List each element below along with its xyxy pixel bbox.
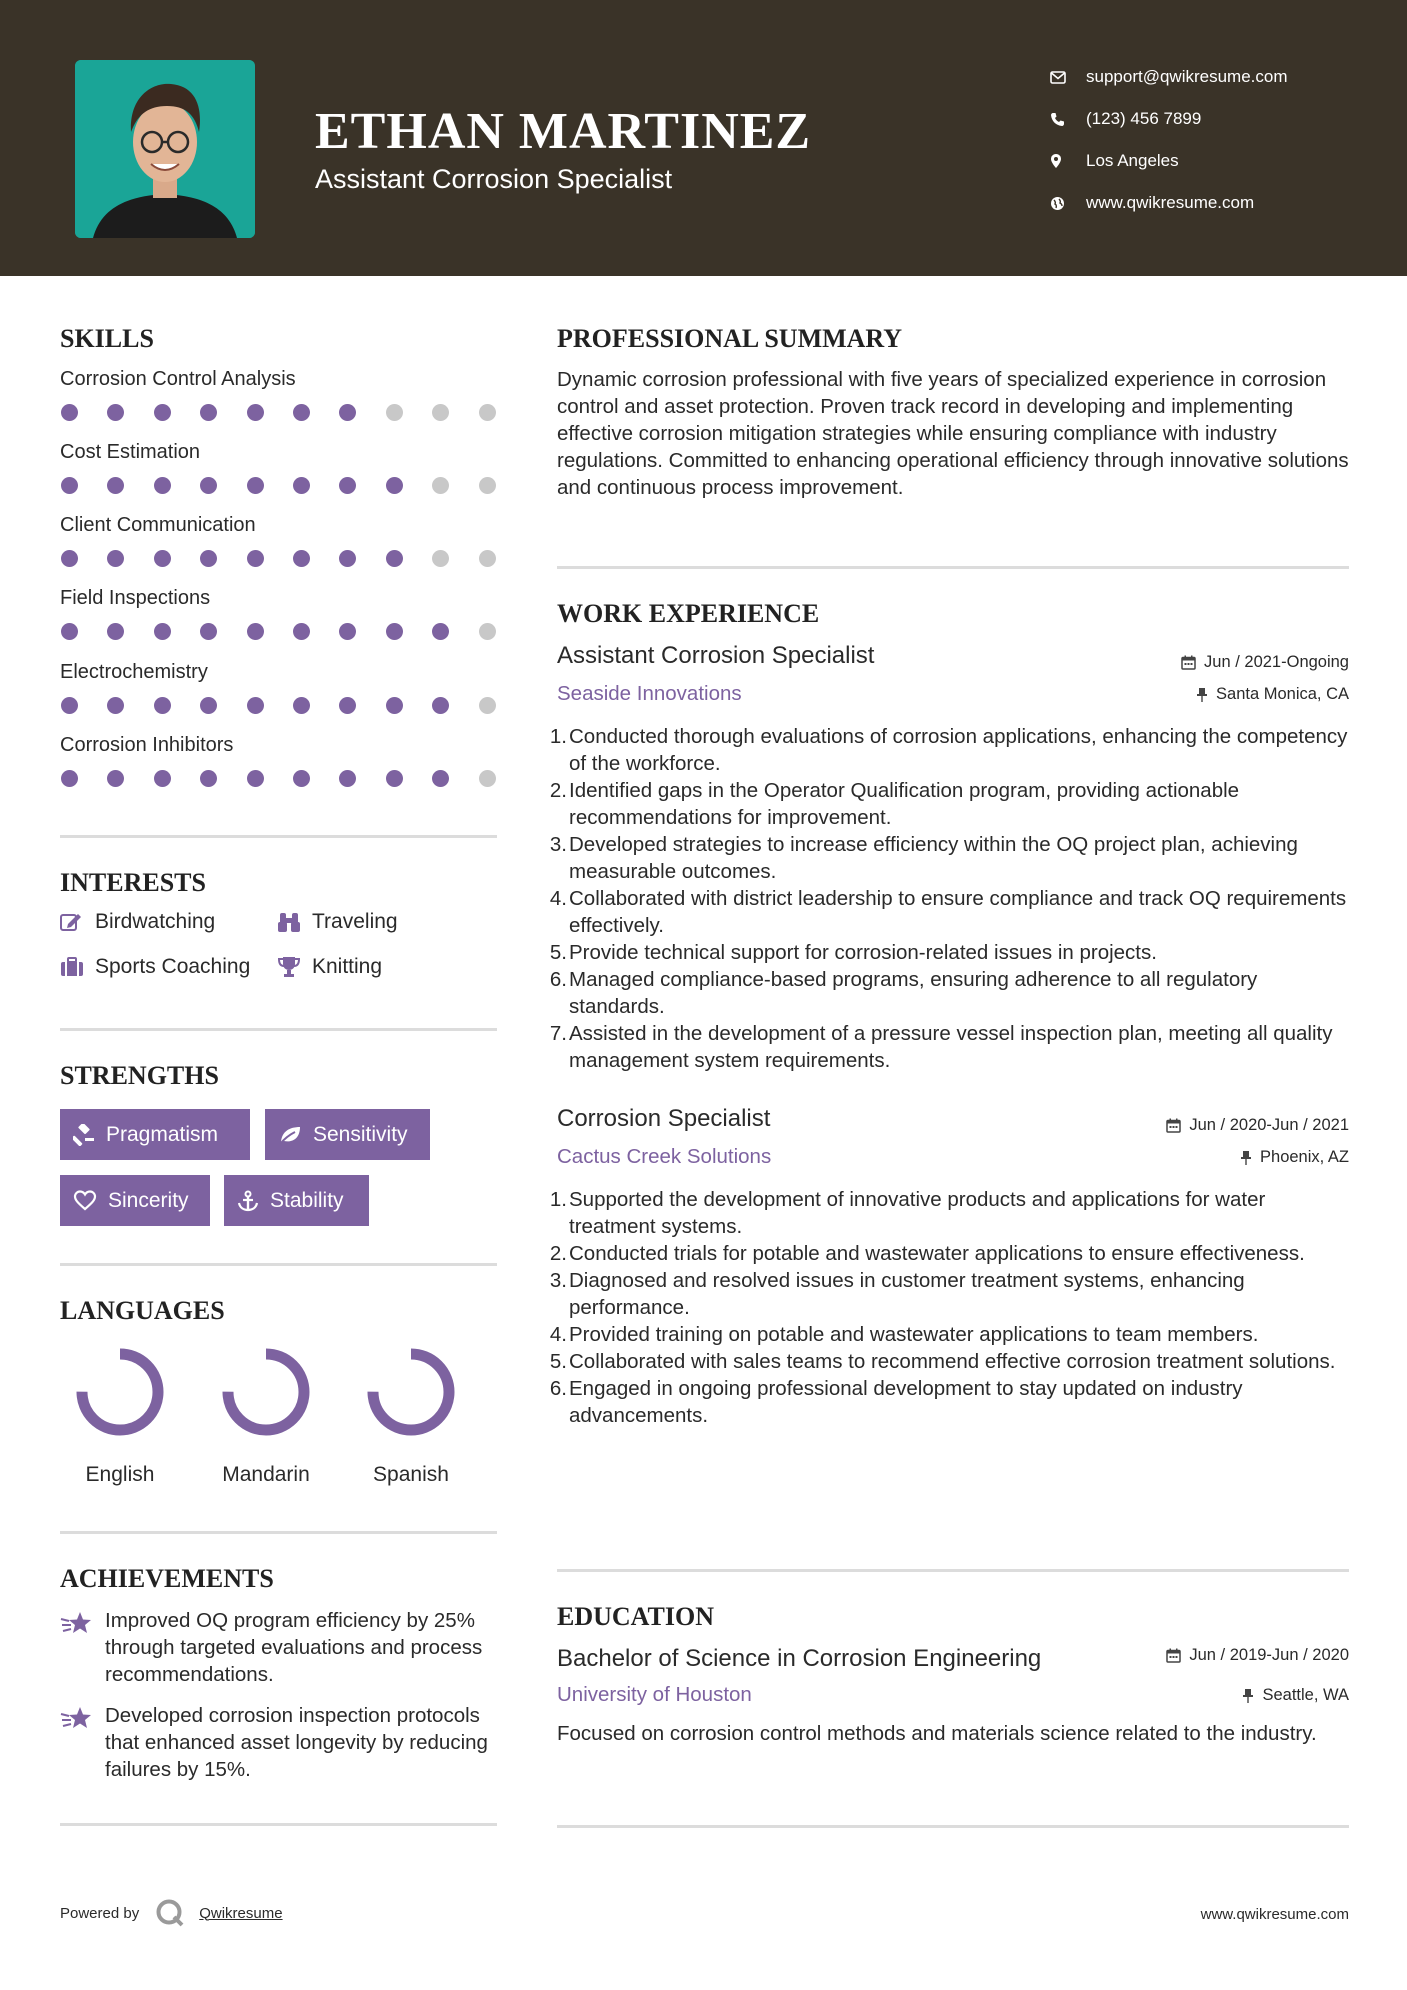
job-bullet-text: Managed compliance-based programs, ensuring adherence to all regulatory standards.	[569, 968, 1258, 1018]
achievements-title: ACHIEVEMENTS	[60, 1564, 274, 1593]
skill-dot-filled	[247, 550, 264, 567]
job-dates	[1181, 653, 1349, 672]
job-bullet-text: Assisted in the development of a pressure vessel inspection plan, meeting all quality management system requirements.	[569, 1022, 1333, 1072]
job-bullet: 2. Conducted trials for potable and wastewater applications to ensure effectiveness.	[549, 1242, 1305, 1265]
skill-dot-filled	[154, 623, 171, 640]
interest-label: Sports Coaching	[95, 955, 251, 978]
qwikresume-link[interactable]: Qwikresume	[199, 1904, 283, 1922]
education-description: Focused on corrosion control methods and materials science related to the industry.	[557, 1722, 1317, 1745]
job-bullet-text: Supported the development of innovative products and applications for water treatment systems.	[569, 1188, 1266, 1238]
skill-dot-empty	[479, 697, 496, 714]
skill-rating	[60, 617, 500, 647]
education-location-text: Seattle, WA	[1262, 1686, 1349, 1704]
skill-dot-empty	[479, 477, 496, 494]
skill-name: Corrosion Inhibitors	[60, 734, 234, 756]
language-item	[50, 1345, 190, 1487]
skill-dot-filled	[61, 623, 78, 640]
job-dates	[1166, 1116, 1349, 1135]
contact-phone[interactable]	[1050, 98, 1390, 140]
contact-email-text: support@qwikresume.com	[1086, 67, 1288, 86]
skill-dot-filled	[61, 697, 78, 714]
footer-website[interactable]: www.qwikresume.com	[1200, 1906, 1349, 1923]
heart-icon	[73, 1190, 97, 1211]
interest-label: Birdwatching	[95, 910, 216, 933]
company-name: Cactus Creek Solutions	[557, 1145, 772, 1168]
school-name: University of Houston	[557, 1683, 752, 1706]
education-location	[1242, 1686, 1349, 1705]
skill-dot-filled	[386, 477, 403, 494]
skill-item	[60, 368, 500, 428]
skill-dot-filled	[107, 623, 124, 640]
language-ring	[73, 1345, 167, 1439]
skill-dot-filled	[247, 623, 264, 640]
job-bullets	[549, 723, 1352, 1074]
job-bullet-text: Identified gaps in the Operator Qualification program, providing actionable recommendations for improvement.	[569, 779, 1240, 829]
languages-title: LANGUAGES	[60, 1296, 225, 1325]
qwikresume-logo-icon	[155, 1898, 185, 1928]
skill-dot-filled	[293, 477, 310, 494]
job-bullet-text: Conducted thorough evaluations of corrosion applications, enhancing the competency of the workforce.	[569, 725, 1348, 775]
job-bullet: 1. Supported the development of innovative products and applications for water treatment systems.	[557, 1186, 1352, 1240]
skill-dot-empty	[479, 770, 496, 787]
skill-rating	[60, 471, 500, 501]
envelope-icon	[1050, 71, 1086, 84]
skill-dot-filled	[386, 697, 403, 714]
interest-item	[60, 955, 250, 979]
skill-dot-filled	[154, 550, 171, 567]
interest-label: Knitting	[312, 955, 383, 978]
language-label: English	[85, 1463, 155, 1486]
powered-by-text: Powered by	[60, 1904, 140, 1922]
calendar-icon	[1181, 655, 1196, 670]
contact-website-text: www.qwikresume.com	[1086, 193, 1255, 212]
education-dates	[1166, 1646, 1349, 1665]
skill-dot-filled	[247, 697, 264, 714]
skill-dot-empty	[386, 404, 403, 421]
strength-label: Sincerity	[108, 1188, 189, 1212]
skill-dot-empty	[432, 477, 449, 494]
section-divider	[557, 566, 1349, 569]
education-title: EDUCATION	[557, 1602, 714, 1631]
skill-dot-filled	[386, 550, 403, 567]
interest-item	[277, 955, 382, 979]
skill-dot-filled	[247, 477, 264, 494]
skill-name: Electrochemistry	[60, 661, 208, 683]
summary-text: Dynamic corrosion professional with five years of specialized experience in corrosion control and asset protection. Proven track record in developing and implementing effective corrosion mitigation strategies while ensuring compliance with industry regulations. Committed to enhancing operational efficiency through innovative solutions and continuous process improvement.	[557, 368, 1349, 499]
candidate-role: Assistant Corrosion Specialist	[315, 164, 673, 194]
profile-photo	[75, 60, 255, 238]
pushpin-icon	[1196, 687, 1208, 702]
strength-tag	[60, 1175, 210, 1226]
skill-dot-filled	[432, 623, 449, 640]
skill-dot-filled	[386, 623, 403, 640]
skill-dot-filled	[107, 550, 124, 567]
skill-dot-filled	[293, 404, 310, 421]
section-divider	[557, 1825, 1349, 1828]
section-divider	[60, 1263, 497, 1266]
job-location	[1196, 685, 1349, 704]
contact-location	[1050, 140, 1390, 182]
language-label: Spanish	[373, 1463, 449, 1486]
skill-dot-filled	[293, 623, 310, 640]
skill-dot-filled	[432, 697, 449, 714]
skill-dot-filled	[107, 404, 124, 421]
resume-header	[0, 0, 1407, 276]
skill-dot-filled	[200, 697, 217, 714]
summary-title: PROFESSIONAL SUMMARY	[557, 324, 903, 353]
strength-tag	[60, 1109, 250, 1160]
map-marker-icon	[1050, 153, 1086, 169]
calendar-icon	[1166, 1118, 1181, 1133]
skill-name: Cost Estimation	[60, 441, 201, 463]
skill-dot-filled	[339, 550, 356, 567]
skill-dot-empty	[479, 550, 496, 567]
pencil-square-icon	[60, 912, 95, 932]
candidate-name: ETHAN MARTINEZ	[315, 103, 812, 160]
contact-list	[1050, 56, 1390, 224]
language-progress	[228, 1354, 304, 1430]
language-item	[341, 1345, 481, 1487]
skill-dot-filled	[107, 697, 124, 714]
skill-dot-filled	[61, 477, 78, 494]
trophy-icon	[277, 956, 312, 978]
pushpin-icon	[1240, 1150, 1252, 1165]
language-label: Mandarin	[222, 1463, 310, 1486]
contact-location-text: Los Angeles	[1086, 151, 1179, 170]
education-dates-text: Jun / 2019-Jun / 2020	[1189, 1646, 1349, 1664]
strengths-title: STRENGTHS	[60, 1061, 219, 1090]
job-bullet-text: Developed strategies to increase efficiency within the OQ project plan, achieving measurable outcomes.	[569, 833, 1298, 883]
job-location	[1240, 1148, 1349, 1167]
skill-dot-empty	[432, 404, 449, 421]
degree-title: Bachelor of Science in Corrosion Engineering	[557, 1645, 1042, 1672]
job-bullet: 7. Assisted in the development of a pressure vessel inspection plan, meeting all quality management system requirements.	[557, 1020, 1352, 1074]
skill-dot-filled	[293, 770, 310, 787]
skill-dot-filled	[107, 770, 124, 787]
skill-dot-filled	[339, 477, 356, 494]
strength-label: Stability	[270, 1188, 344, 1212]
skill-dot-filled	[61, 770, 78, 787]
calendar-icon	[1166, 1648, 1181, 1663]
achievement-item	[60, 1702, 500, 1783]
interest-label: Traveling	[312, 910, 398, 933]
section-divider	[60, 1028, 497, 1031]
job-bullet-text: Provide technical support for corrosion-related issues in projects.	[569, 941, 1157, 964]
language-progress	[373, 1354, 449, 1430]
skill-dot-empty	[432, 550, 449, 567]
strength-label: Pragmatism	[106, 1122, 219, 1146]
job-bullet: 5. Provide technical support for corrosion-related issues in projects.	[549, 941, 1157, 964]
job-bullet: 2. Identified gaps in the Operator Qualification program, providing actionable recommendations for improvement.	[557, 777, 1352, 831]
job-bullet-text: Diagnosed and resolved issues in customer treatment systems, enhancing performance.	[569, 1269, 1245, 1319]
skill-rating	[60, 691, 500, 721]
job-bullet-text: Engaged in ongoing professional development to stay updated on industry advancements.	[569, 1377, 1243, 1427]
interest-item	[277, 910, 398, 934]
job-bullet: 5. Collaborated with sales teams to recommend effective corrosion treatment solutions.	[549, 1350, 1336, 1373]
skill-dot-filled	[293, 697, 310, 714]
job-title: Corrosion Specialist	[557, 1105, 771, 1132]
job-bullet-text: Collaborated with district leadership to ensure compliance and track OQ requirements effectively.	[569, 887, 1347, 937]
job-bullet: 6. Managed compliance-based programs, ensuring adherence to all regulatory standards.	[557, 966, 1352, 1020]
shooting-star-icon	[60, 1607, 105, 1688]
job-location-text: Santa Monica, CA	[1216, 685, 1349, 703]
skill-name: Client Communication	[60, 514, 256, 536]
language-ring	[364, 1345, 458, 1439]
suitcase-icon	[60, 957, 95, 977]
skill-item	[60, 441, 500, 501]
footer-branding	[60, 1898, 283, 1928]
achievement-text: Developed corrosion inspection protocols that enhanced asset longevity by reducing failures by 15%.	[105, 1704, 488, 1781]
skill-dot-filled	[339, 697, 356, 714]
skill-dot-filled	[200, 404, 217, 421]
job-bullet: 4. Collaborated with district leadership to ensure compliance and track OQ requirements effectively.	[557, 885, 1352, 939]
job-dates-text: Jun / 2020-Jun / 2021	[1189, 1116, 1349, 1134]
skill-dot-filled	[200, 550, 217, 567]
shooting-star-icon	[60, 1702, 105, 1783]
skill-dot-filled	[61, 550, 78, 567]
skill-dot-filled	[432, 770, 449, 787]
skill-rating	[60, 544, 500, 574]
section-divider	[60, 835, 497, 838]
contact-website[interactable]	[1050, 182, 1390, 224]
skill-dot-filled	[386, 770, 403, 787]
skill-dot-filled	[154, 697, 171, 714]
job-bullet-text: Conducted trials for potable and wastewater applications to ensure effectiveness.	[569, 1242, 1305, 1265]
gavel-icon	[73, 1124, 95, 1146]
job-bullet: 1. Conducted thorough evaluations of corrosion applications, enhancing the competency of the workforce.	[557, 723, 1352, 777]
skill-dot-filled	[200, 623, 217, 640]
skill-item	[60, 514, 500, 574]
strength-tag	[265, 1109, 430, 1160]
interests-title: INTERESTS	[60, 868, 206, 897]
achievement-item	[60, 1607, 500, 1688]
skill-dot-filled	[293, 550, 310, 567]
job-bullet: 3. Developed strategies to increase efficiency within the OQ project plan, achieving measurable outcomes.	[557, 831, 1352, 885]
skill-dot-filled	[247, 770, 264, 787]
strength-tag	[224, 1175, 369, 1226]
section-divider	[60, 1823, 497, 1826]
experience-title: WORK EXPERIENCE	[557, 599, 820, 628]
anchor-icon	[237, 1190, 259, 1212]
skill-dot-filled	[107, 477, 124, 494]
job-bullet: 6. Engaged in ongoing professional development to stay updated on industry advancements.	[557, 1375, 1352, 1429]
skill-dot-filled	[247, 404, 264, 421]
achievement-text: Improved OQ program efficiency by 25% through targeted evaluations and process recommendations.	[105, 1609, 483, 1686]
skill-dot-filled	[339, 770, 356, 787]
skill-dot-filled	[154, 770, 171, 787]
language-item	[196, 1345, 336, 1487]
language-ring	[219, 1345, 313, 1439]
skill-item	[60, 587, 500, 647]
skill-dot-filled	[339, 404, 356, 421]
leaf-icon	[278, 1125, 302, 1145]
binoculars-icon	[277, 911, 312, 933]
skill-dot-filled	[154, 404, 171, 421]
section-divider	[557, 1569, 1349, 1572]
pushpin-icon	[1242, 1688, 1254, 1703]
skill-dot-filled	[200, 770, 217, 787]
skill-item	[60, 734, 500, 794]
job-location-text: Phoenix, AZ	[1260, 1148, 1349, 1166]
job-bullet: 3. Diagnosed and resolved issues in customer treatment systems, enhancing performance.	[557, 1267, 1352, 1321]
job-bullet-text: Collaborated with sales teams to recommend effective corrosion treatment solutions.	[569, 1350, 1336, 1373]
skill-dot-filled	[154, 477, 171, 494]
skill-name: Field Inspections	[60, 587, 211, 609]
language-progress	[82, 1354, 158, 1430]
company-name: Seaside Innovations	[557, 682, 742, 705]
phone-icon	[1050, 112, 1086, 127]
skill-dot-filled	[339, 623, 356, 640]
job-title: Assistant Corrosion Specialist	[557, 642, 875, 669]
skill-dot-empty	[479, 404, 496, 421]
skill-rating	[60, 764, 500, 794]
strength-label: Sensitivity	[313, 1122, 408, 1146]
job-bullets	[549, 1186, 1352, 1429]
skill-rating	[60, 398, 500, 428]
contact-phone-text: (123) 456 7899	[1086, 109, 1202, 128]
skill-dot-filled	[61, 404, 78, 421]
skill-item	[60, 661, 500, 721]
job-dates-text: Jun / 2021-Ongoing	[1204, 653, 1349, 671]
interest-item	[60, 910, 215, 934]
job-bullet-text: Provided training on potable and wastewater applications to team members.	[569, 1323, 1259, 1346]
globe-icon	[1050, 196, 1086, 211]
skill-name: Corrosion Control Analysis	[60, 368, 296, 390]
job-bullet: 4. Provided training on potable and wastewater applications to team members.	[549, 1323, 1259, 1346]
skill-dot-filled	[200, 477, 217, 494]
section-divider	[60, 1531, 497, 1534]
skill-dot-empty	[479, 623, 496, 640]
contact-email[interactable]	[1050, 56, 1390, 98]
skills-title: SKILLS	[60, 324, 154, 353]
